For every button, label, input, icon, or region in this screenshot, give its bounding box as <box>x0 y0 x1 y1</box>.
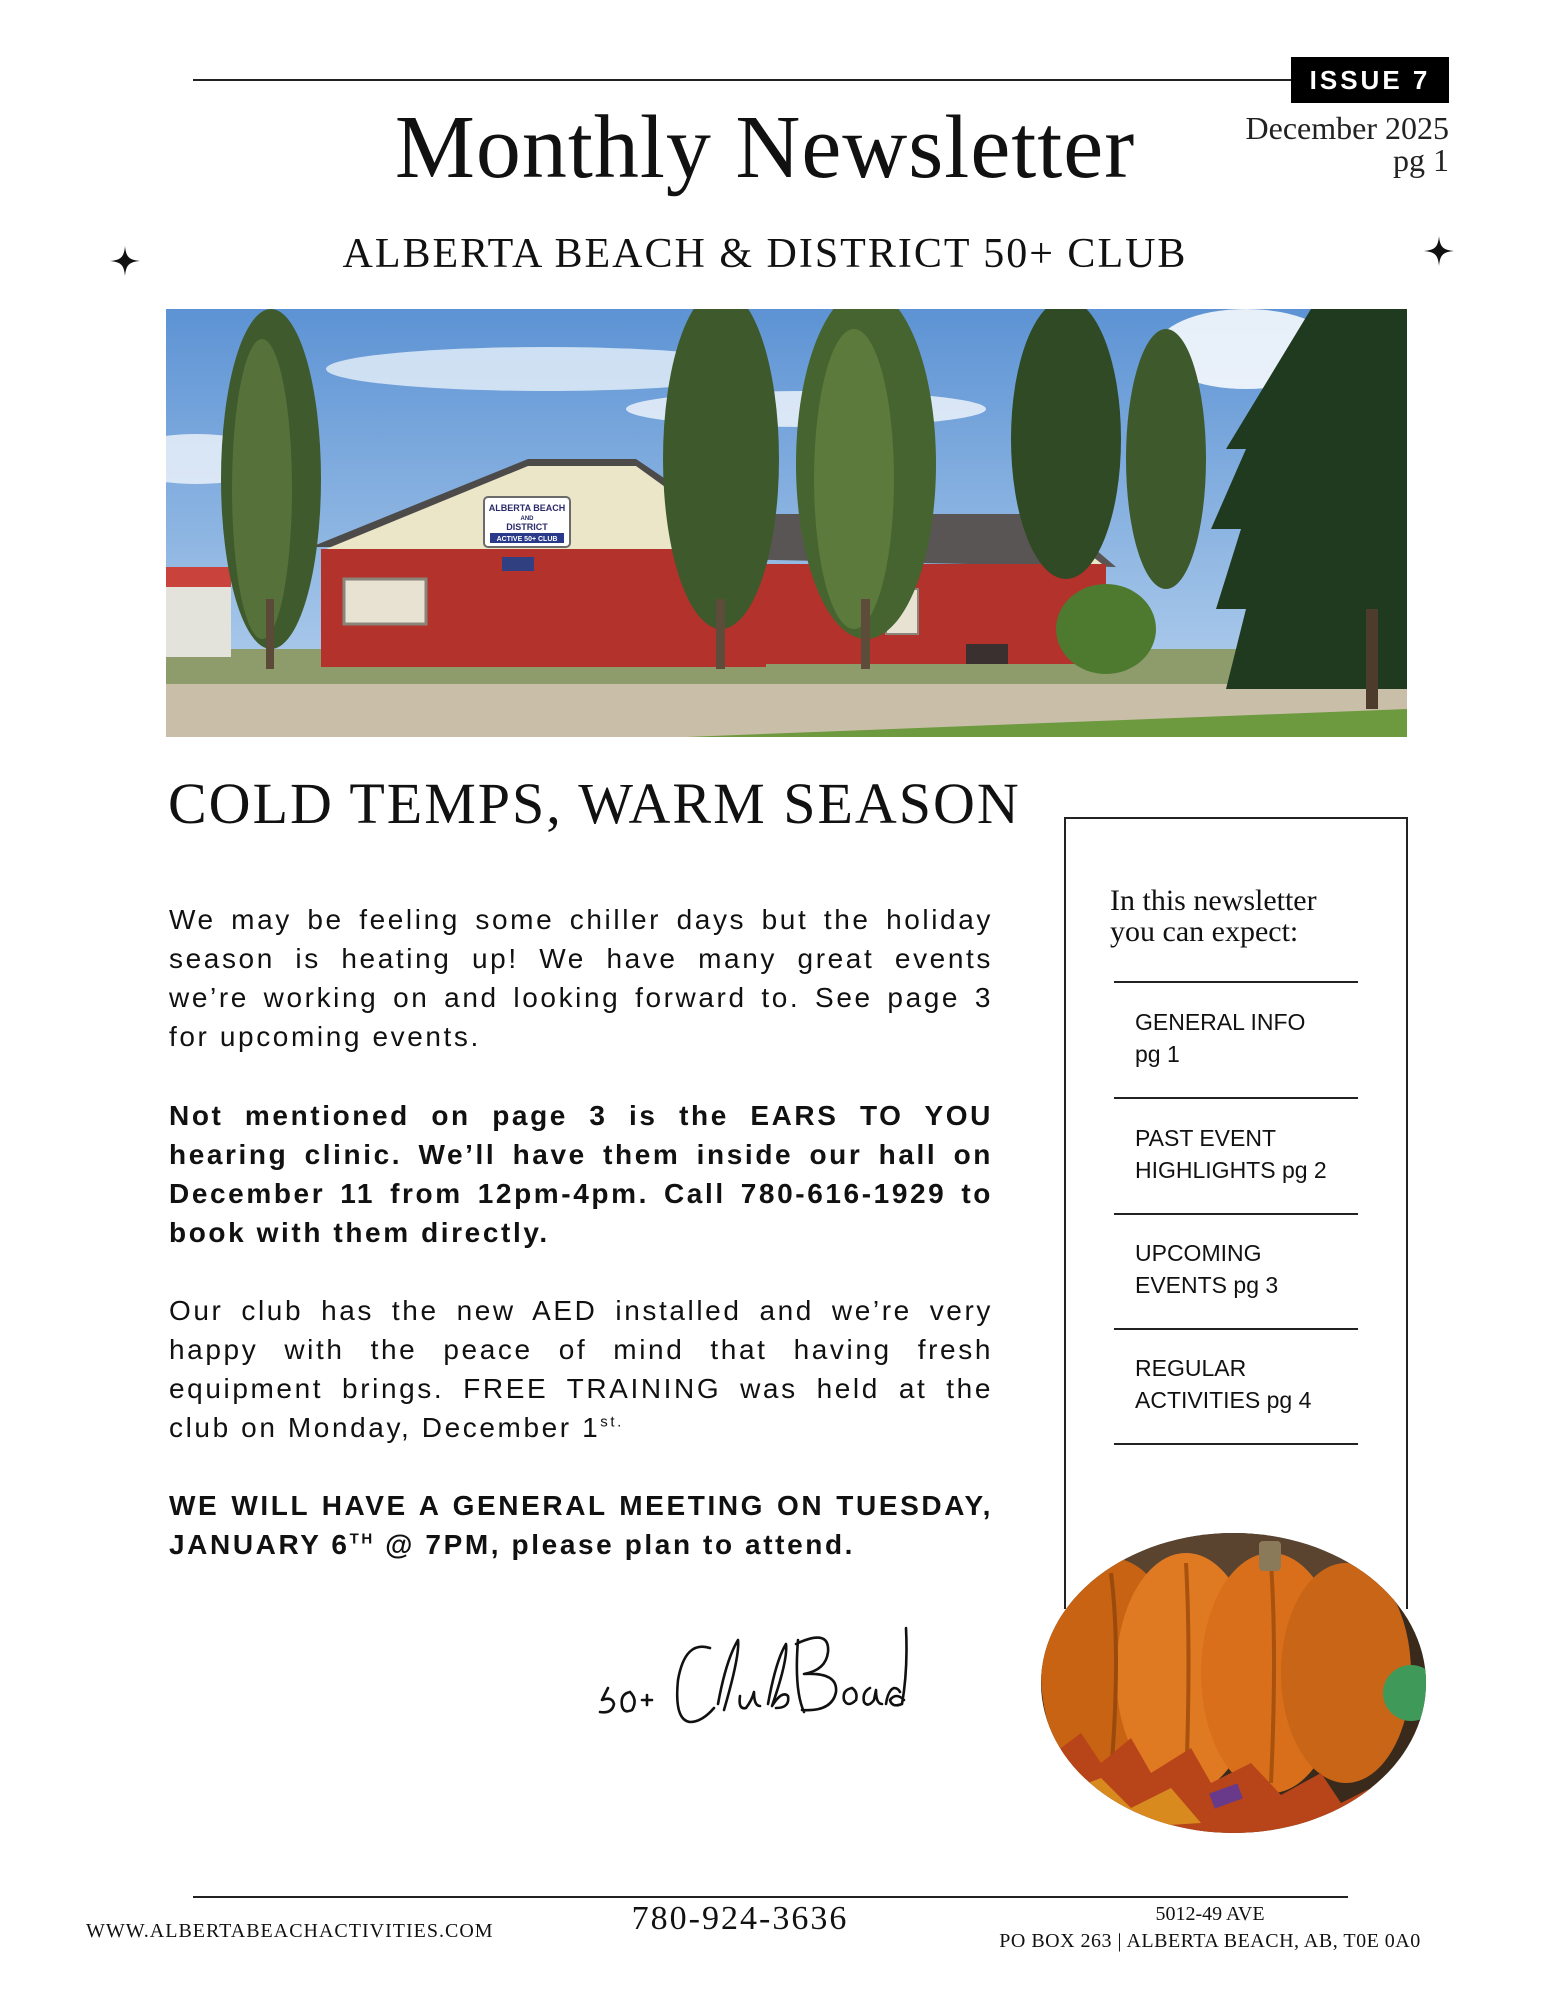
ordinal-suffix: TH <box>349 1530 375 1548</box>
sidebar-intro <box>1110 885 1317 947</box>
toc-item-line: ACTIVITIES pg 4 <box>1135 1387 1312 1413</box>
building-sign-line: ALBERTA BEACH <box>488 503 566 513</box>
toc-divider <box>1114 1097 1358 1099</box>
toc-item-line: GENERAL INFO <box>1135 1009 1306 1035</box>
toc-item-line: UPCOMING <box>1135 1240 1262 1266</box>
footer-address-city: PO BOX 263 | ALBERTA BEACH, AB, T0E 0A0 <box>999 1930 1421 1952</box>
aed-paragraph-text: Our club has the new AED installed and we’re very happy with the peace of mind that having fresh equipment brings. FREE TRAINING was held at the club on Monday, December 1 <box>169 1295 993 1443</box>
footer-website[interactable]: WWW.ALBERTABEACHACTIVITIES.COM <box>86 1920 494 1942</box>
ordinal-suffix: st. <box>600 1413 624 1431</box>
building-sign-line: DISTRICT <box>506 522 548 532</box>
toc-divider <box>1114 1443 1358 1445</box>
toc-divider <box>1114 981 1358 983</box>
toc-item-line: PAST EVENT <box>1135 1125 1277 1151</box>
meeting-notice-text: WE WILL HAVE A GENERAL MEETING ON TUESDAY, JANUARY 6 <box>169 1490 993 1560</box>
toc-item-line: HIGHLIGHTS pg 2 <box>1135 1157 1327 1183</box>
pumpkin-photo <box>1041 1533 1426 1833</box>
toc-item-line: pg 1 <box>1135 1041 1180 1067</box>
toc-divider <box>1114 1328 1358 1330</box>
club-board-signature <box>590 1600 910 1740</box>
issue-date: December 2025 <box>1245 110 1449 146</box>
hall-building-photo <box>166 309 1407 737</box>
building-sign-line: ACTIVE 50+ CLUB <box>496 536 558 543</box>
article-headline: COLD TEMPS, WARM SEASON <box>168 771 1021 836</box>
building-sign-line: AND <box>520 516 534 522</box>
toc-item-general-info <box>1135 1006 1355 1070</box>
toc-item-line: REGULAR <box>1135 1355 1247 1381</box>
aed-paragraph <box>169 1291 993 1447</box>
newsletter-title: Monthly Newsletter <box>394 98 1136 197</box>
toc-divider <box>1114 1213 1358 1215</box>
hearing-clinic-notice: Not mentioned on page 3 is the EARS TO YOU hearing clinic. We’ll have them inside our hall on December 11 from 12pm-4pm. Call 780-616-1929 to book with them directly. <box>169 1100 993 1248</box>
sidebar-intro-line: you can expect: <box>1110 915 1299 948</box>
meeting-notice-text: @ 7PM, please plan to attend. <box>374 1529 856 1560</box>
general-meeting-notice <box>169 1486 993 1564</box>
sparkle-icon <box>1422 234 1456 268</box>
footer-rule <box>193 1896 1348 1898</box>
toc-item-past-events <box>1135 1122 1355 1186</box>
page-number: pg 1 <box>1393 142 1449 178</box>
club-name: ALBERTA BEACH & DISTRICT 50+ CLUB <box>342 231 1188 277</box>
article-paragraph: We may be feeling some chiller days but the holiday season is heating up! We have many great events we’re working on and looking forward to. See page 3 for upcoming events. <box>169 904 993 1052</box>
header-top-rule <box>193 79 1293 81</box>
toc-item-upcoming-events <box>1135 1237 1355 1301</box>
sidebar-intro-line: In this newsletter <box>1110 884 1317 917</box>
sparkle-icon <box>108 244 142 278</box>
toc-item-regular-activities <box>1135 1352 1355 1416</box>
footer-phone: 780-924-3636 <box>631 1900 849 1937</box>
issue-date-block <box>1246 112 1449 176</box>
toc-item-line: EVENTS pg 3 <box>1135 1272 1279 1298</box>
issue-badge: ISSUE 7 <box>1291 57 1449 103</box>
footer-address-street: 5012-49 AVE <box>1155 1903 1265 1925</box>
